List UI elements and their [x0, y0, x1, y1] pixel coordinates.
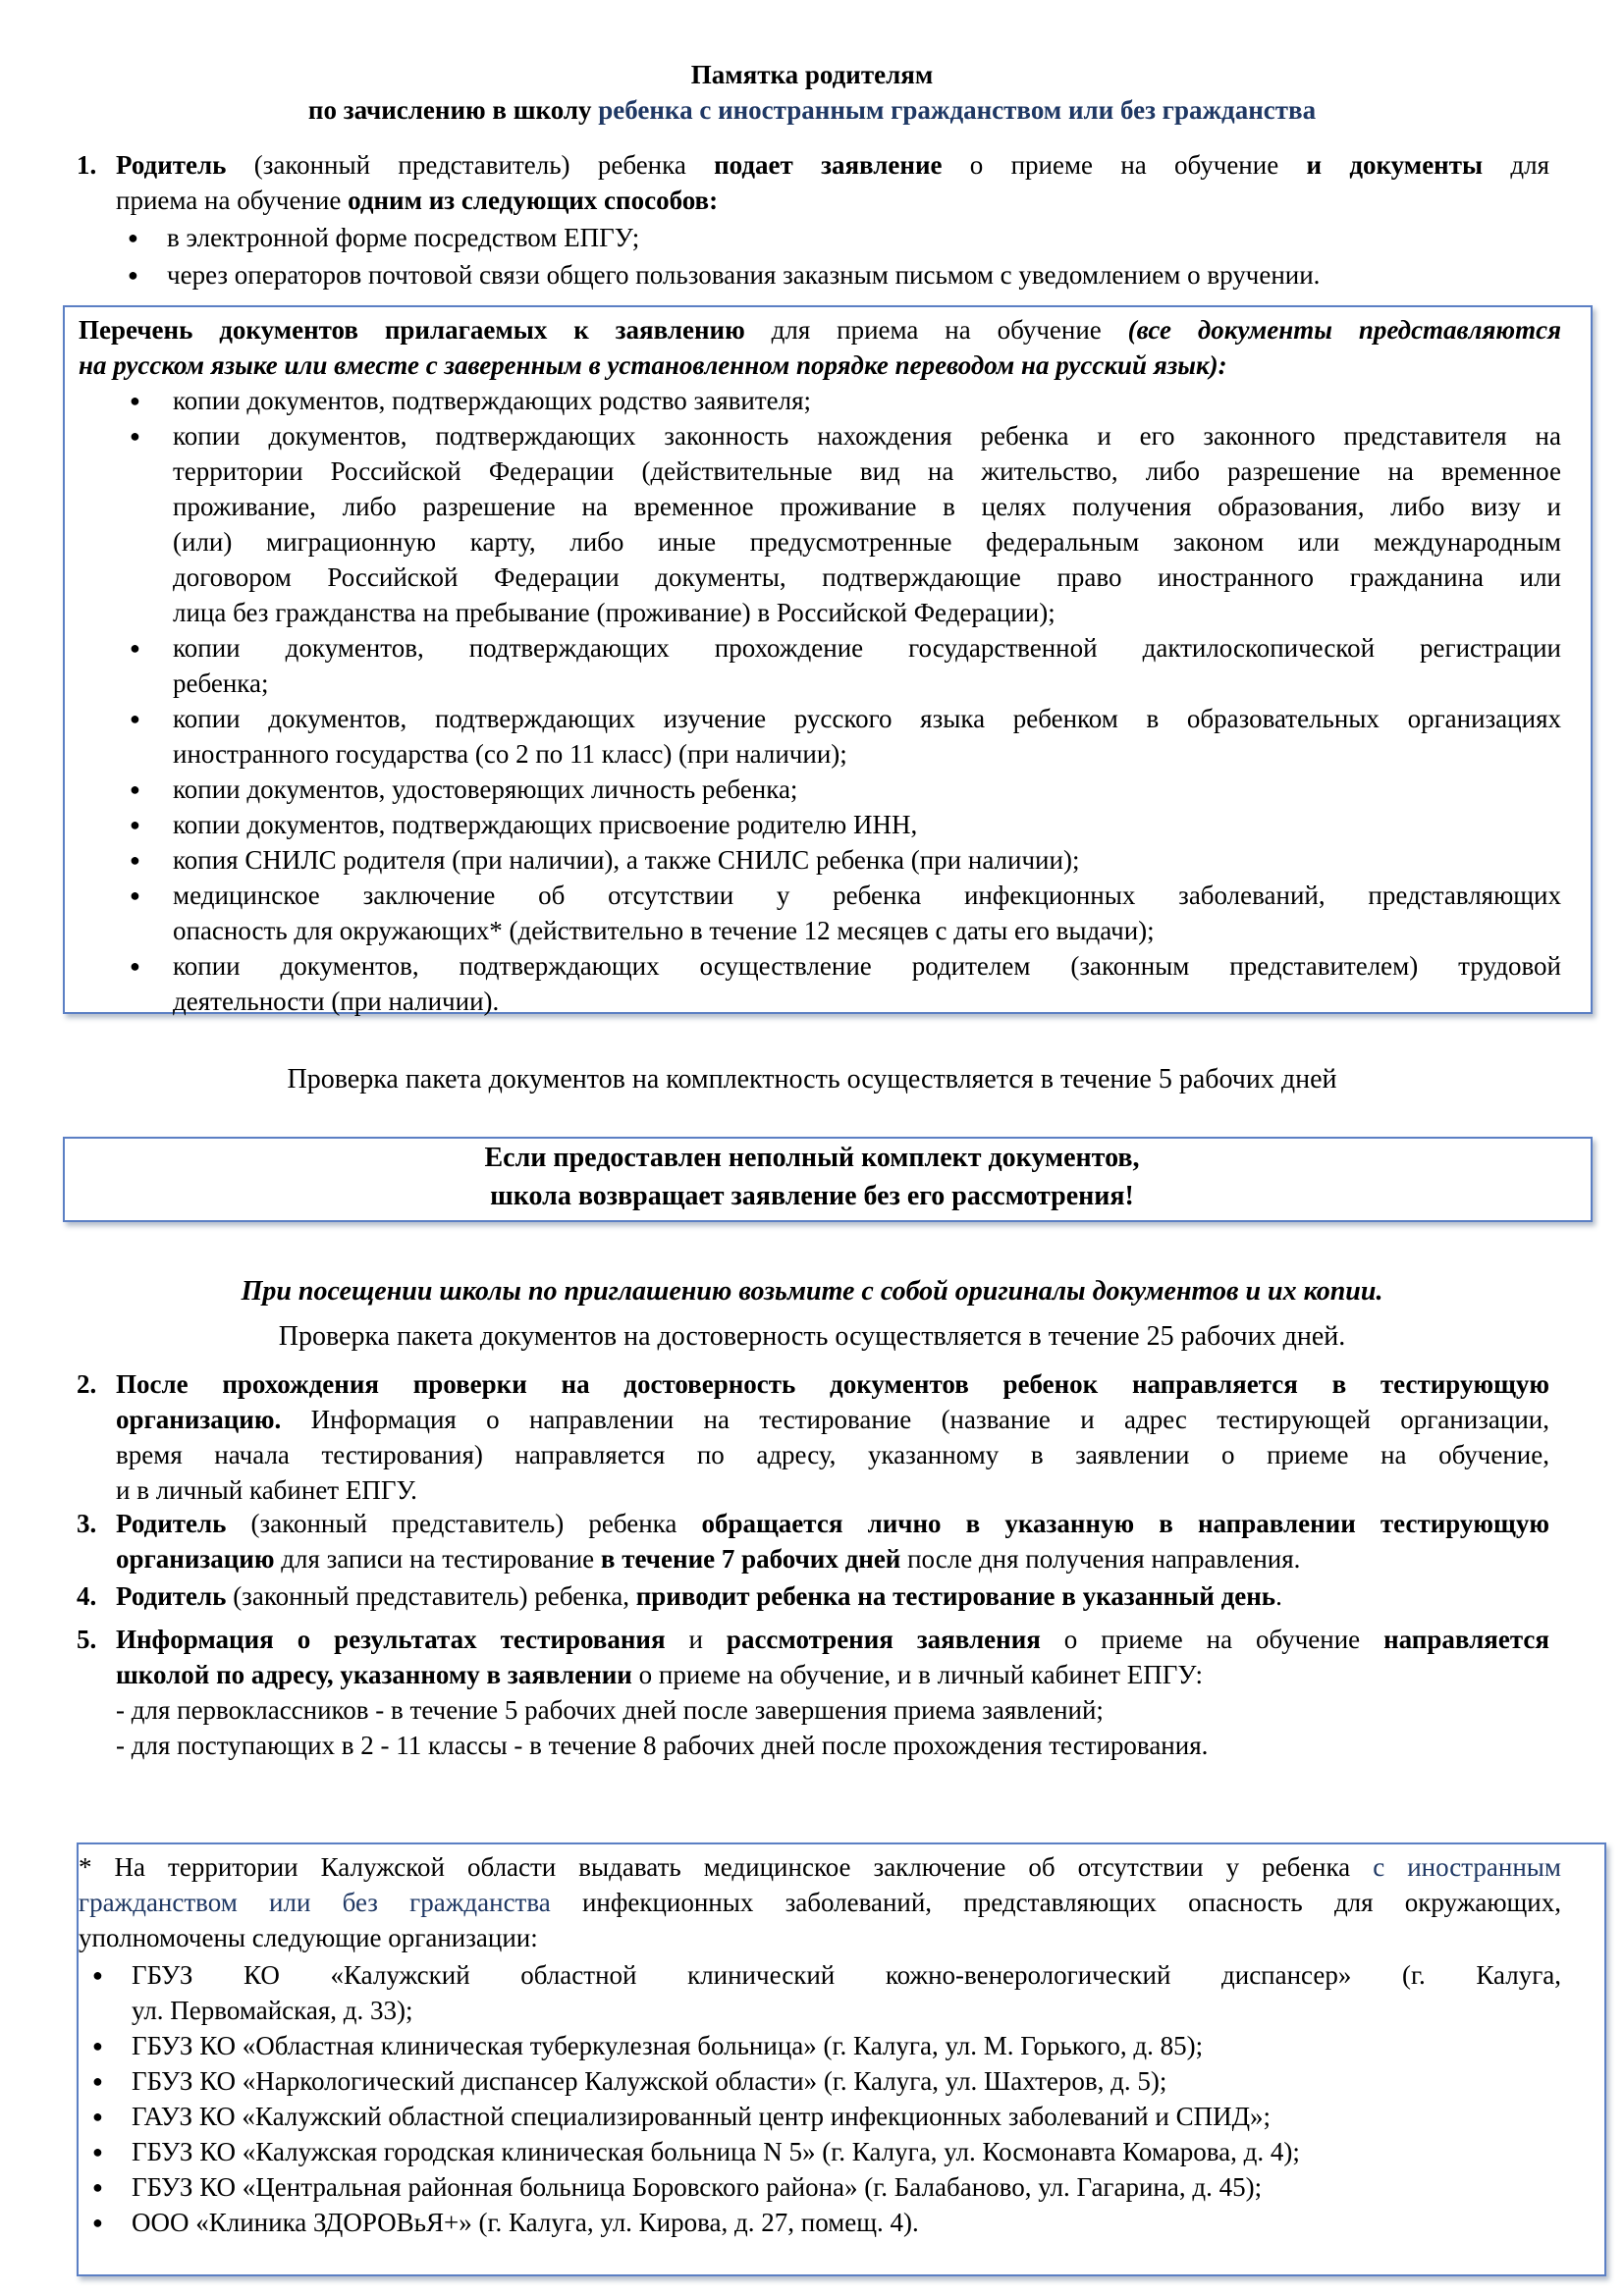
warning-line-2: школа возвращает заявление без его рассмотрения! — [490, 1181, 1134, 1211]
step-3 — [77, 1506, 1549, 1576]
bullet-icon: ● — [92, 2142, 103, 2162]
bullet-icon: ● — [92, 1965, 103, 1985]
list-item — [126, 257, 1549, 293]
documents-heading-line-1 — [79, 312, 1561, 347]
documents-heading: Перечень документов прилагаемых к заявлению — [79, 315, 745, 345]
step-3-line-2 — [116, 1541, 1549, 1576]
step-4-text: (законный представитель) ребенка, — [226, 1581, 636, 1611]
document-item-line: (или) миграционную карту, либо иные предусмотренные федеральным законом или международным — [173, 527, 1561, 557]
document-item-line: ребенка; — [173, 668, 269, 698]
step-3-bold: в течение 7 рабочих дней — [600, 1544, 901, 1574]
step-2-line-4: и в личный кабинет ЕПГУ. — [116, 1475, 417, 1505]
document-item-line: медицинское заключение об отсутствии у ребенка инфекционных заболеваний, представляющих — [173, 881, 1561, 910]
bullet-icon: ● — [128, 265, 138, 285]
step-5-grades-2-11: - для поступающих в 2 - 11 классы - в течение 8 рабочих дней после прохождения тестирования. — [116, 1731, 1209, 1760]
documents-section — [79, 312, 1561, 1019]
warning-line-1: Если предоставлен неполный комплект документов, — [484, 1143, 1140, 1173]
step-3-text: (законный представитель) ребенка — [226, 1509, 702, 1538]
method-text: через операторов почтовой связи общего пользования заказным письмом с уведомлением о вручении. — [167, 260, 1321, 290]
step-1-text: о приеме на обучение — [942, 150, 1307, 180]
step-5-text: о приеме на обучение, и в личный кабинет ЕПГУ: — [631, 1660, 1203, 1689]
document-item-line: копии документов, подтверждающих законность нахождения ребенка и его законного представителя на — [173, 421, 1561, 451]
step-number: 4. — [77, 1581, 97, 1611]
document-item — [128, 630, 1561, 701]
authenticity-check-note: Проверка пакета документов на достоверность осуществляется в течение 25 рабочих дней. — [278, 1321, 1346, 1352]
warning-text — [0, 1139, 1624, 1215]
footnote-line-1 — [79, 1849, 1561, 1885]
title-line-2-part-b: ребенка с иностранным гражданством или без гражданства — [598, 95, 1317, 125]
bullet-icon: ● — [130, 815, 140, 834]
step-1 — [77, 147, 1549, 293]
document-item — [128, 701, 1561, 772]
step-3-bold: Родитель — [116, 1509, 227, 1538]
step-4-text: . — [1275, 1581, 1282, 1611]
organizations-list — [90, 1957, 1561, 2240]
organization-item — [90, 2205, 1561, 2240]
step-2-line-3: время начала тестирования) направляется по адресу, указанному в заявлении о приеме на обучение, — [116, 1440, 1549, 1469]
step-number: 2. — [77, 1369, 97, 1399]
organization-item — [90, 2063, 1561, 2099]
document-item — [128, 418, 1561, 630]
document-item-line: копии документов, подтверждающих родство заявителя; — [173, 386, 811, 415]
step-3-text: после дня получения направления. — [900, 1544, 1301, 1574]
step-5-text: и — [665, 1625, 727, 1654]
step-2-bold: организацию. — [116, 1405, 282, 1434]
footnote-line-3: уполномочены следующие организации: — [79, 1923, 538, 1952]
organization-item-line: ГБУЗ КО «Калужская городская клиническая больница N 5» (г. Калуга, ул. Космонавта Комарова, д. 4); — [132, 2137, 1300, 2166]
bullet-icon: ● — [130, 850, 140, 870]
bullet-icon: ● — [92, 2177, 103, 2197]
document-item — [128, 383, 1561, 418]
document-item — [128, 948, 1561, 1019]
footnote-text-highlight: с иностранным — [1373, 1852, 1561, 1882]
step-2-text: Информация о направлении на тестирование (название и адрес тестирующей организации, — [281, 1405, 1549, 1434]
bullet-icon: ● — [130, 638, 140, 658]
step-2-bold: После прохождения проверки на достоверность документов ребенок направляется в тестирующую — [116, 1369, 1549, 1399]
method-text: в электронной форме посредством ЕПГУ; — [167, 223, 640, 252]
documents-list — [128, 383, 1561, 1019]
documents-heading-note: на русском языке или вместе с заверенным в установленном порядке переводом на русский язык): — [79, 350, 1227, 380]
organization-item — [90, 2028, 1561, 2063]
step-3-bold: организацию — [116, 1544, 275, 1574]
step-1-bold-submits: подает заявление — [714, 150, 943, 180]
organization-item — [90, 1957, 1561, 2028]
step-1-bold-parent: Родитель — [116, 150, 227, 180]
document-title — [0, 57, 1624, 128]
step-4-bold: приводит ребенка на тестирование в указанный день — [635, 1581, 1276, 1611]
document-item — [128, 772, 1561, 807]
bullet-icon: ● — [92, 2107, 103, 2126]
documents-heading-text: для приема на обучение — [744, 315, 1128, 345]
document-item-line: копии документов, подтверждающих присвоение родителю ИНН, — [173, 810, 918, 839]
step-1-methods-list — [126, 220, 1549, 293]
document-item — [128, 878, 1561, 948]
step-2-line-2 — [116, 1402, 1549, 1437]
footnote-text: инфекционных заболеваний, представляющих опасность для окружающих, — [550, 1888, 1561, 1917]
footnote-line-2 — [79, 1885, 1561, 1920]
step-1-text: (законный представитель) ребенка — [226, 150, 715, 180]
bullet-icon: ● — [130, 391, 140, 410]
bullet-icon: ● — [130, 779, 140, 799]
bullet-icon: ● — [92, 2071, 103, 2091]
title-line-2-part-a: по зачислению в школу — [307, 95, 599, 125]
organization-item-line: ГБУЗ КО «Центральная районная больница Боровского района» (г. Балабаново, ул. Гагарина, д. 45); — [132, 2172, 1263, 2202]
step-5-first-graders: - для первоклассников - в течение 5 рабочих дней после завершения приема заявлений; — [116, 1695, 1104, 1725]
bullet-icon: ● — [92, 2213, 103, 2232]
document-item — [128, 842, 1561, 878]
documents-heading-line-2 — [79, 347, 1561, 383]
organization-item-line: ГБУЗ КО «Наркологический диспансер Калужской области» (г. Калуга, ул. Шахтеров, д. 5); — [132, 2066, 1167, 2096]
document-item-line: копии документов, подтверждающих изучение русского языка ребенком в образовательных организациях — [173, 704, 1561, 733]
step-number: 1. — [77, 150, 97, 180]
step-5-line-2 — [116, 1657, 1549, 1692]
step-5-bold: школой по адресу, указанному в заявлении — [116, 1660, 632, 1689]
step-1-bold-docs: и документы — [1306, 150, 1484, 180]
step-1-text: приема на обучение — [116, 186, 349, 215]
step-1-bold-ways: одним из следующих способов: — [348, 186, 719, 215]
document-item-line: деятельности (при наличии). — [173, 987, 500, 1016]
title-line-1: Памятка родителям — [690, 60, 934, 89]
document-item-line: договором Российской Федерации документы, подтверждающие право иностранного гражданина или — [173, 562, 1561, 592]
organization-item — [90, 2099, 1561, 2134]
visit-note: При посещении школы по приглашению возьмите с собой оригиналы документов и их копии. — [241, 1276, 1383, 1307]
title-line-2 — [0, 92, 1624, 128]
document-item-line: иностранного государства (со 2 по 11 класс) (при наличии); — [173, 739, 847, 769]
step-3-bold: обращается лично в указанную в направлении тестирующую — [701, 1509, 1549, 1538]
step-3-line-1 — [116, 1506, 1549, 1541]
document-item — [128, 807, 1561, 842]
document-item-line: проживание, либо разрешение на временное проживание в целях получения образования, либо визу и — [173, 492, 1561, 521]
footnote-text: * На территории Калужской области выдавать медицинское заключение об отсутствии у ребенка — [79, 1852, 1374, 1882]
bullet-icon: ● — [130, 709, 140, 728]
step-5-bold: Информация о результатах тестирования — [116, 1625, 666, 1654]
document-item-line: копии документов, удостоверяющих личность ребенка; — [173, 774, 798, 804]
bullet-icon: ● — [130, 956, 140, 976]
document-item-line: копии документов, подтверждающих осуществление родителем (законным представителем) трудовой — [173, 951, 1561, 981]
organization-item — [90, 2169, 1561, 2205]
step-number: 3. — [77, 1509, 97, 1538]
step-4-bold: Родитель — [116, 1581, 227, 1611]
bullet-icon: ● — [128, 228, 138, 247]
step-2 — [77, 1366, 1549, 1508]
organization-item-line: ООО «Клиника ЗДОРОВьЯ+» (г. Калуга, ул. Кирова, д. 27, помещ. 4). — [132, 2208, 919, 2237]
step-4 — [77, 1578, 1549, 1614]
bullet-icon: ● — [92, 2036, 103, 2056]
step-5-bold: рассмотрения заявления — [726, 1625, 1041, 1654]
document-item-line: копии документов, подтверждающих прохождение государственной дактилоскопической регистрации — [173, 633, 1561, 663]
step-3-text: для записи на тестирование — [274, 1544, 601, 1574]
step-1-text: для — [1483, 150, 1549, 180]
step-5-text: о приеме на обучение — [1040, 1625, 1384, 1654]
step-1-line-2 — [116, 183, 1549, 218]
step-number: 5. — [77, 1625, 97, 1654]
document-item-line: опасность для окружающих* (действительно в течение 12 месяцев с даты его выдачи); — [173, 916, 1155, 945]
footnote-section — [79, 1849, 1561, 2240]
step-5-line-1 — [116, 1622, 1549, 1657]
organization-item-line: ГАУЗ КО «Калужский областной специализированный центр инфекционных заболеваний и СПИД»; — [132, 2102, 1271, 2131]
organization-item-line: ГБУЗ КО «Областная клиническая туберкулезная больница» (г. Калуга, ул. М. Горького, д. 85); — [132, 2031, 1204, 2060]
organization-item — [90, 2134, 1561, 2169]
step-2-line-1 — [116, 1366, 1549, 1402]
bullet-icon: ● — [130, 885, 140, 905]
step-5-bold: направляется — [1383, 1625, 1550, 1654]
completeness-check-note: Проверка пакета документов на комплектность осуществляется в течение 5 рабочих дней — [287, 1064, 1337, 1095]
step-5 — [77, 1622, 1549, 1763]
document-item-line: территории Российской Федерации (действительные вид на жительство, либо разрешение на временное — [173, 456, 1561, 486]
documents-heading-note: (все документы представляются — [1127, 315, 1561, 345]
footnote-text-highlight: гражданством или без гражданства — [79, 1888, 551, 1917]
step-1-line-1 — [116, 147, 1549, 183]
document-item-line: копия СНИЛС родителя (при наличии), а также СНИЛС ребенка (при наличии); — [173, 845, 1080, 875]
organization-item-line: ГБУЗ КО «Калужский областной клинический кожно-венерологический диспансер» (г. Калуга, — [132, 1960, 1561, 1990]
bullet-icon: ● — [130, 426, 140, 446]
list-item — [126, 220, 1549, 255]
document-item-line: лица без гражданства на пребывание (проживание) в Российской Федерации); — [173, 598, 1056, 627]
organization-item-line: ул. Первомайская, д. 33); — [132, 1996, 413, 2025]
step-4-line-1 — [116, 1578, 1549, 1614]
